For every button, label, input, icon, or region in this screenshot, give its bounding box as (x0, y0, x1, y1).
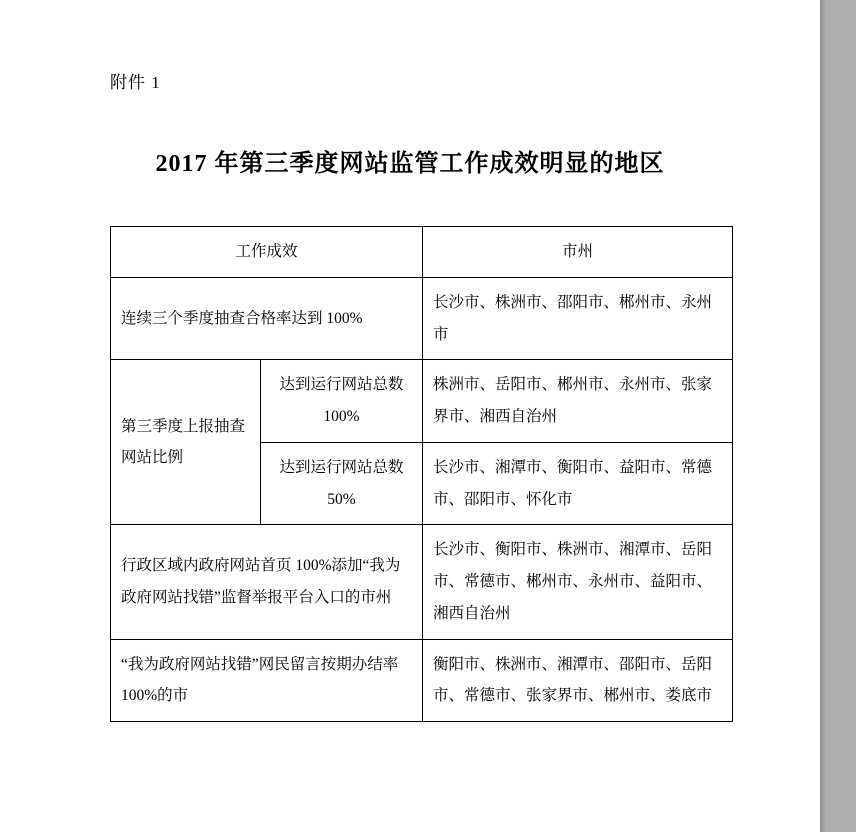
table-row (111, 360, 733, 443)
page-edge-shadow (820, 0, 826, 832)
table-row (111, 277, 733, 360)
performance-table (110, 226, 733, 722)
row-2-sub-label: 达到运行网站总数 100% (261, 360, 423, 443)
row-4-cities: 长沙市、衡阳市、株洲市、湘潭市、岳阳市、常德市、郴州市、永州市、益阳市、湘西自治州 (423, 525, 733, 639)
row-3-sub-label: 达到运行网站总数 50% (261, 442, 423, 525)
row-5-cities: 衡阳市、株洲市、湘潭市、邵阳市、岳阳市、常德市、张家界市、郴州市、娄底市 (423, 639, 733, 722)
row-3-cities: 长沙市、湘潭市、衡阳市、益阳市、常德市、邵阳市、怀化市 (423, 442, 733, 525)
attachment-label: 附件 1 (110, 73, 161, 92)
row-2-group-label: 第三季度上报抽查网站比例 (111, 360, 261, 525)
row-1-cities: 长沙市、株洲市、邵阳市、郴州市、永州市 (423, 277, 733, 360)
table-header-performance: 工作成效 (111, 227, 423, 278)
row-4-performance: 行政区域内政府网站首页 100%添加“我为政府网站找错”监督举报平台入口的市州 (111, 525, 423, 639)
table-row (111, 639, 733, 722)
table-row (111, 525, 733, 639)
row-1-performance: 连续三个季度抽查合格率达到 100% (111, 277, 423, 360)
page-title: 2017 年第三季度网站监管工作成效明显的地区 (155, 151, 665, 177)
row-5-performance: “我为政府网站找错”网民留言按期办结率 100%的市 (111, 639, 423, 722)
table-header-cities: 市州 (423, 227, 733, 278)
row-2-cities: 株洲市、岳阳市、郴州市、永州市、张家界市、湘西自治州 (423, 360, 733, 443)
table-header-row (111, 227, 733, 278)
